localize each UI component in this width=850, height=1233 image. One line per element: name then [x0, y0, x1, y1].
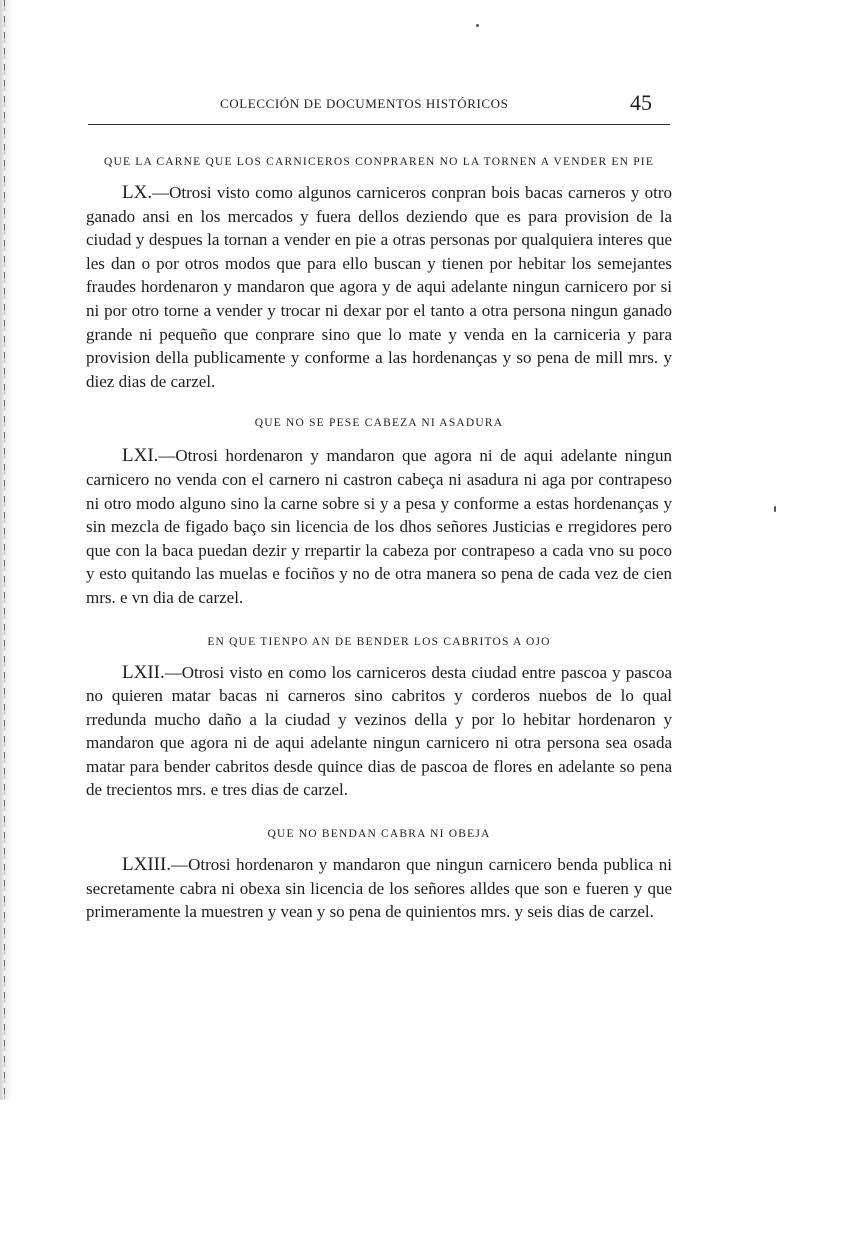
- article-text: —Otrosi visto como algunos carniceros conpran bois bacas carneros y otro ganado ansi en los mercados y fuera dellos deziendo que es para provision de la ciudad y despues la tornan a vender en pie a otras personas por qualquiera interes que les dan o por otros modos que para ello buscan y tienen por hebitar los semejantes fraudes hordenaron y mandaron que agora y de aqui adelante ningun carnicero por si ni por otro torne a vender y trocar ni dexar por el tanto a otra persona ningun ganado grande ni pequeño que conprare sino que lo mate y venda en la carniceria y para provision della publicamente y conforme a las hordenanças y so pena de mill mrs. y diez dias de carzel.: [86, 183, 672, 391]
- scan-binding-edge: [4, 0, 5, 1100]
- section-heading-lx: QUE LA CARNE QUE LOS CARNICEROS CONPRAREN NO LA TORNEN A VENDER EN PIE: [103, 156, 655, 168]
- paragraph-lx: [86, 181, 672, 393]
- section-heading-lxii: EN QUE TIENPO AN DE BENDER LOS CABRITOS A OJO: [207, 635, 551, 648]
- scan-speck: [476, 24, 479, 27]
- section-heading-lxiii: QUE NO BENDAN CABRA NI OBEJA: [267, 828, 491, 841]
- page-body: [86, 152, 672, 924]
- article-text: —Otrosi hordenaron y mandaron que agora ni de aqui adelante ningun carnicero no venda con el carnero ni castron cabeça ni asadura ni aga por contrapeso ni otro modo alguno sino la carne sobre si y a pesa y conforme a estas hordenanças y sin mezcla de figado baço sin licencia de los dhos señores Justicias e rregidores pero que con la baca puedan dezir y rrepartir la cabeza por contrapeso a cada vno su poco y esto quitando las muelas e fociños y no de otra manera so pena de cada vez de cien mrs. e vn dia de carzel.: [86, 446, 672, 607]
- article-numeral: LXI.: [122, 445, 159, 467]
- article-text: —Otrosi visto en como los carniceros desta ciudad entre pascoa y pascoa no quieren matar bacas ni carneros sino cabritos y corderos nuebos de lo qual rredunda mucho daño a la ciudad y vezinos della y por lo hebitar hordenaron y mandaron que agora ni de aqui adelante ningun carnicero ni otra persona sea osada matar para bender cabritos desde quince dias de pascoa de flores en adelante so pena de trecientos mrs. e tres dias de carzel.: [86, 662, 672, 800]
- article-numeral: LX.: [122, 182, 153, 203]
- scan-speck: [774, 506, 776, 512]
- page-number: 45: [630, 90, 652, 115]
- article-text: —Otrosi hordenaron y mandaron que ningun carnicero benda publica ni secretamente cabra ni obexa sin licencia de los señores alldes que son e fueren y que primeramente la muestren y vean y so pena de quinientos mrs. y seis dias de carzel.: [86, 855, 672, 922]
- running-header: [88, 92, 670, 125]
- running-title: COLECCIÓN DE DOCUMENTOS HISTÓRICOS: [220, 96, 509, 111]
- article-numeral: LXII.: [122, 661, 165, 683]
- paragraph-lxi: [86, 444, 672, 609]
- section-heading-lxi: QUE NO SE PESE CABEZA NI ASADURA: [254, 417, 504, 430]
- paragraph-lxiii: [86, 853, 672, 924]
- paragraph-lxii: [86, 661, 672, 803]
- article-numeral: LXIII.: [122, 854, 172, 876]
